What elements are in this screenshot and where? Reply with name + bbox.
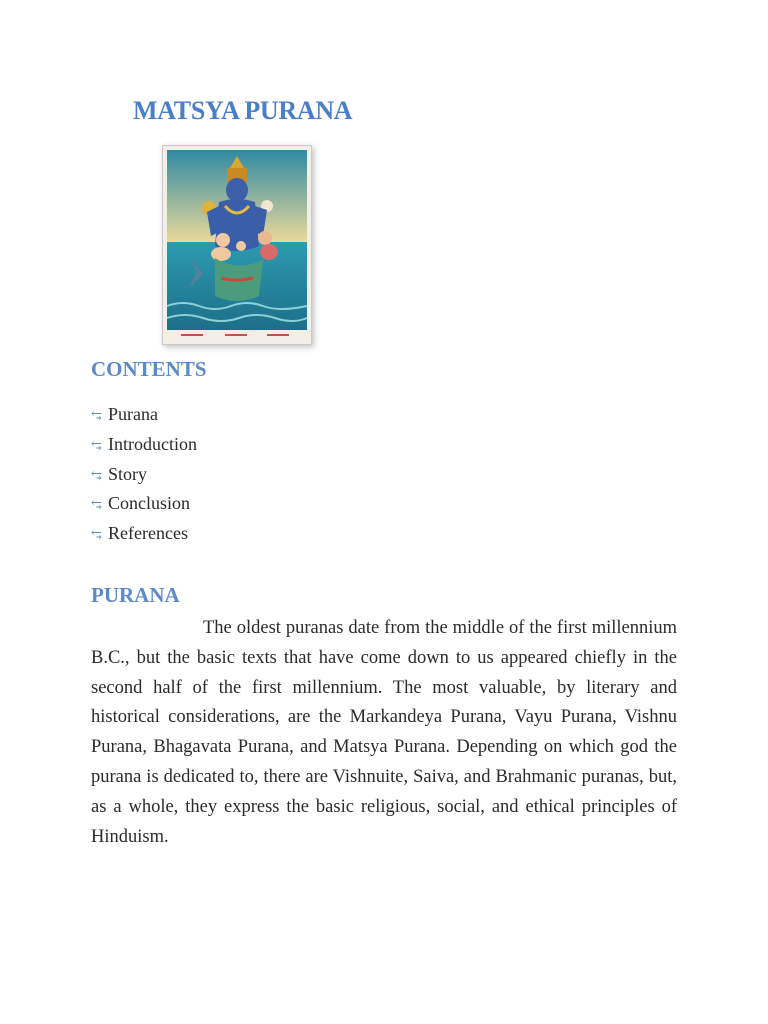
- toc-item-conclusion[interactable]: [91, 491, 197, 521]
- arrow-bullet-icon: ⥃: [91, 497, 102, 513]
- arrow-bullet-icon: ⥃: [91, 467, 102, 483]
- toc-item-purana[interactable]: [91, 402, 197, 432]
- toc-item-label: Conclusion: [108, 493, 191, 514]
- toc-item-label: Purana: [108, 404, 158, 424]
- toc-item-story[interactable]: [91, 462, 197, 492]
- table-of-contents: [91, 402, 197, 551]
- purana-paragraph: The oldest puranas date from the middle of the first millennium B.C., but the basic texts that have come down to us appeared chiefly in the second half of the first millennium. The most valuable, by literary and historical considerations, are the Markandeya Purana, Vayu Purana, Vishnu Purana, Bhagavata Purana, and Matsya Purana. Depending on which god the purana is dedicated to, there are Vishnuite, Saiva, and Brahmanic puranas, but, as a whole, they express the basic religious, social, and ethical principles of Hinduism.: [91, 618, 677, 847]
- contents-heading: CONTENTS: [91, 357, 207, 381]
- arrow-bullet-icon: ⥃: [91, 527, 102, 543]
- toc-item-label: References: [108, 523, 188, 544]
- toc-item-references[interactable]: [91, 521, 197, 551]
- arrow-bullet-icon: ⥃: [91, 408, 102, 423]
- toc-item-introduction[interactable]: [91, 432, 197, 462]
- page-title: MATSYA PURANA: [133, 96, 353, 125]
- arrow-bullet-icon: ⥃: [91, 437, 102, 453]
- purana-section-heading: PURANA: [91, 583, 180, 607]
- toc-item-label: Introduction: [108, 433, 197, 454]
- matsya-avatar-illustration: [162, 145, 312, 345]
- toc-item-label: Story: [108, 463, 148, 484]
